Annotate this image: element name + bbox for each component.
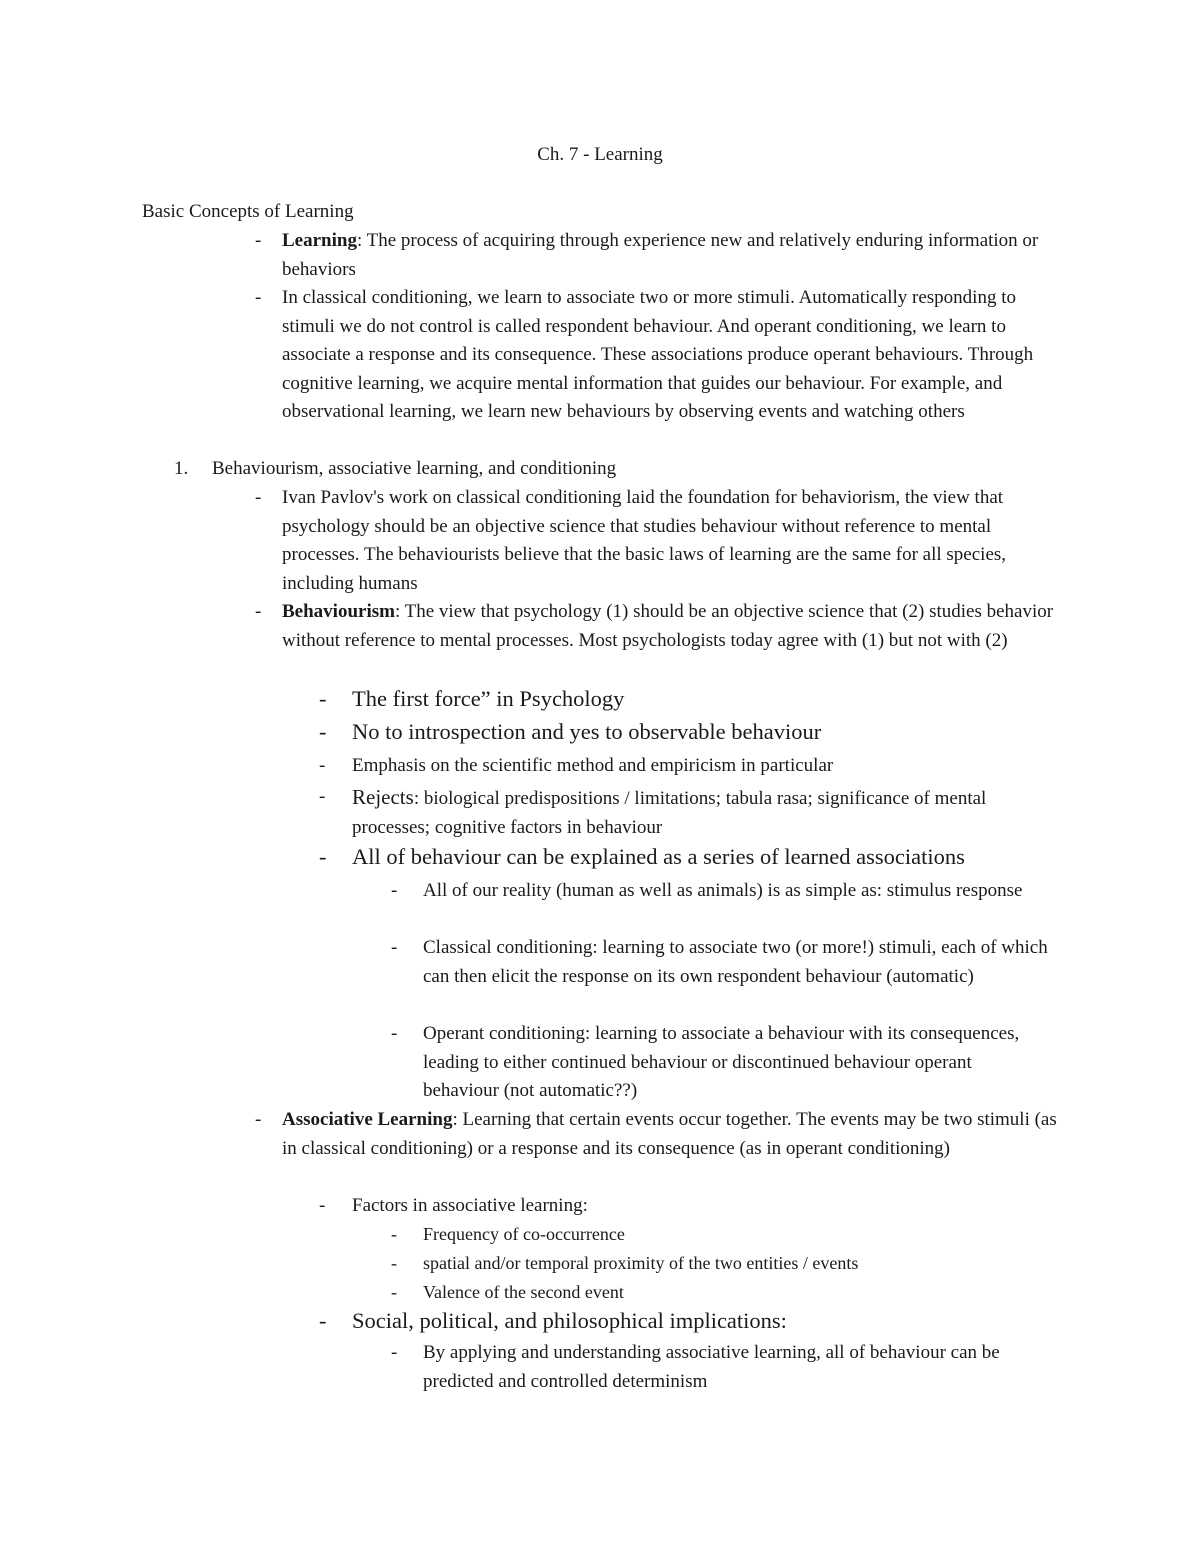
bullet-dash: - (319, 1195, 326, 1216)
bullet-dash: - (255, 487, 262, 508)
definition-associative: : Learning that certain events occur together. The events may be two stimuli (as in classical conditioning) or a response and its consequence (as in operant conditioning) (282, 1109, 1057, 1159)
subsub-item-valence (391, 1278, 1061, 1307)
rejects-lead: Rejects (352, 785, 414, 809)
classical-text: Classical conditioning: learning to associate two (or more!) stimuli, each of which can then elicit the response on its own respondent behaviour (automatic) (423, 937, 1048, 987)
spatial-text: spatial and/or temporal proximity of the two entities / events (423, 1253, 859, 1273)
list-item-behaviourism (255, 598, 1055, 655)
all-behaviour-text: All of behaviour can be explained as a series of learned associations (352, 844, 965, 869)
bullet-dash: - (391, 880, 398, 901)
factors-text: Factors in associative learning: (352, 1195, 588, 1216)
bullet-dash: - (391, 1224, 397, 1244)
pavlov-text: Ivan Pavlov's work on classical conditioning laid the foundation for behaviorism, the view that psychology should be an objective science that studies behaviour without reference to mental processes. The behaviourists believe that the basic laws of learning are the same for all species, including humans (282, 487, 1007, 594)
bullet-dash: - (255, 230, 262, 251)
sub-item-factors (319, 1192, 1059, 1221)
bullet-dash: - (391, 1282, 397, 1302)
bullet-dash: - (319, 755, 326, 776)
sub-item-social (319, 1305, 1059, 1337)
rejects-text: : biological predispositions / limitations; tabula rasa; significance of mental processes; cognitive factors in behaviour (352, 788, 987, 838)
bullet-dash: - (319, 686, 327, 711)
bullet-dash: - (255, 287, 262, 308)
bullet-dash: - (391, 1023, 398, 1044)
subsub-item-operant (391, 1020, 1031, 1106)
section-heading: Basic Concepts of Learning (142, 201, 354, 222)
frequency-text: Frequency of co-occurrence (423, 1224, 625, 1244)
list-number: 1. (174, 458, 189, 479)
bullet-dash: - (255, 1109, 262, 1130)
bullet-dash: - (319, 1308, 327, 1333)
bullet-dash: - (391, 1253, 397, 1273)
first-force-text: The first force” in Psychology (352, 686, 625, 711)
classical-intro-text: In classical conditioning, we learn to associate two or more stimuli. Automatically responding to stimuli we do not control is called respondent behaviour. And operant conditioning, we learn to associate a response and its consequence. These associations produce operant behaviours. Through cognitive learning, we acquire mental information that guides our behaviour. For example, and observational learning, we learn new behaviours by observing events and watching others (282, 287, 1034, 422)
definition-learning: : The process of acquiring through experience new and relatively enduring information or behaviors (282, 230, 1039, 280)
sub-item-all-behaviour (319, 841, 1059, 873)
subsub-item-frequency (391, 1220, 1061, 1249)
numbered-item-text: Behaviourism, associative learning, and conditioning (212, 458, 617, 479)
sub-item-rejects (319, 783, 1039, 842)
emphasis-text: Emphasis on the scientific method and empiricism in particular (352, 755, 834, 776)
definition-behaviourism: : The view that psychology (1) should be an objective science that (2) studies behavior without reference to mental processes. Most psychologists today agree with (1) but not with (2) (282, 601, 1054, 651)
term-associative-learning: Associative Learning (282, 1109, 453, 1130)
numbered-item-1 (174, 455, 974, 484)
subsub-item-spatial (391, 1249, 1061, 1278)
bullet-dash: - (391, 1342, 398, 1363)
list-item-classical-intro (255, 284, 1055, 427)
sub-item-first-force (319, 683, 1059, 715)
applying-text: By applying and understanding associative learning, all of behaviour can be predicted and controlled determinism (423, 1342, 1000, 1392)
bullet-dash: - (391, 937, 398, 958)
operant-text: Operant conditioning: learning to associate a behaviour with its consequences, leading to either continued behaviour or discontinued behaviour operant behaviour (not automatic??) (423, 1023, 1020, 1101)
bullet-dash: - (319, 844, 327, 869)
bullet-dash: - (319, 719, 327, 744)
sub-item-emphasis (319, 752, 1059, 781)
no-introspection-text: No to introspection and yes to observable behaviour (352, 719, 822, 744)
list-item-pavlov (255, 484, 1055, 598)
social-text: Social, political, and philosophical implications: (352, 1308, 787, 1333)
list-item-learning (255, 227, 1055, 284)
term-learning: Learning (282, 230, 357, 251)
subsub-item-reality (391, 877, 1031, 906)
term-behaviourism: Behaviourism (282, 601, 395, 622)
sub-item-no-introspection (319, 716, 1059, 748)
bullet-dash: - (319, 786, 326, 807)
subsub-item-classical (391, 934, 1061, 991)
bullet-dash: - (255, 601, 262, 622)
list-item-associative (255, 1106, 1065, 1163)
valence-text: Valence of the second event (423, 1282, 624, 1302)
subsub-item-applying (391, 1339, 1061, 1396)
page-title: Ch. 7 - Learning (537, 144, 663, 165)
reality-text: All of our reality (human as well as animals) is as simple as: stimulus response (423, 880, 1023, 901)
